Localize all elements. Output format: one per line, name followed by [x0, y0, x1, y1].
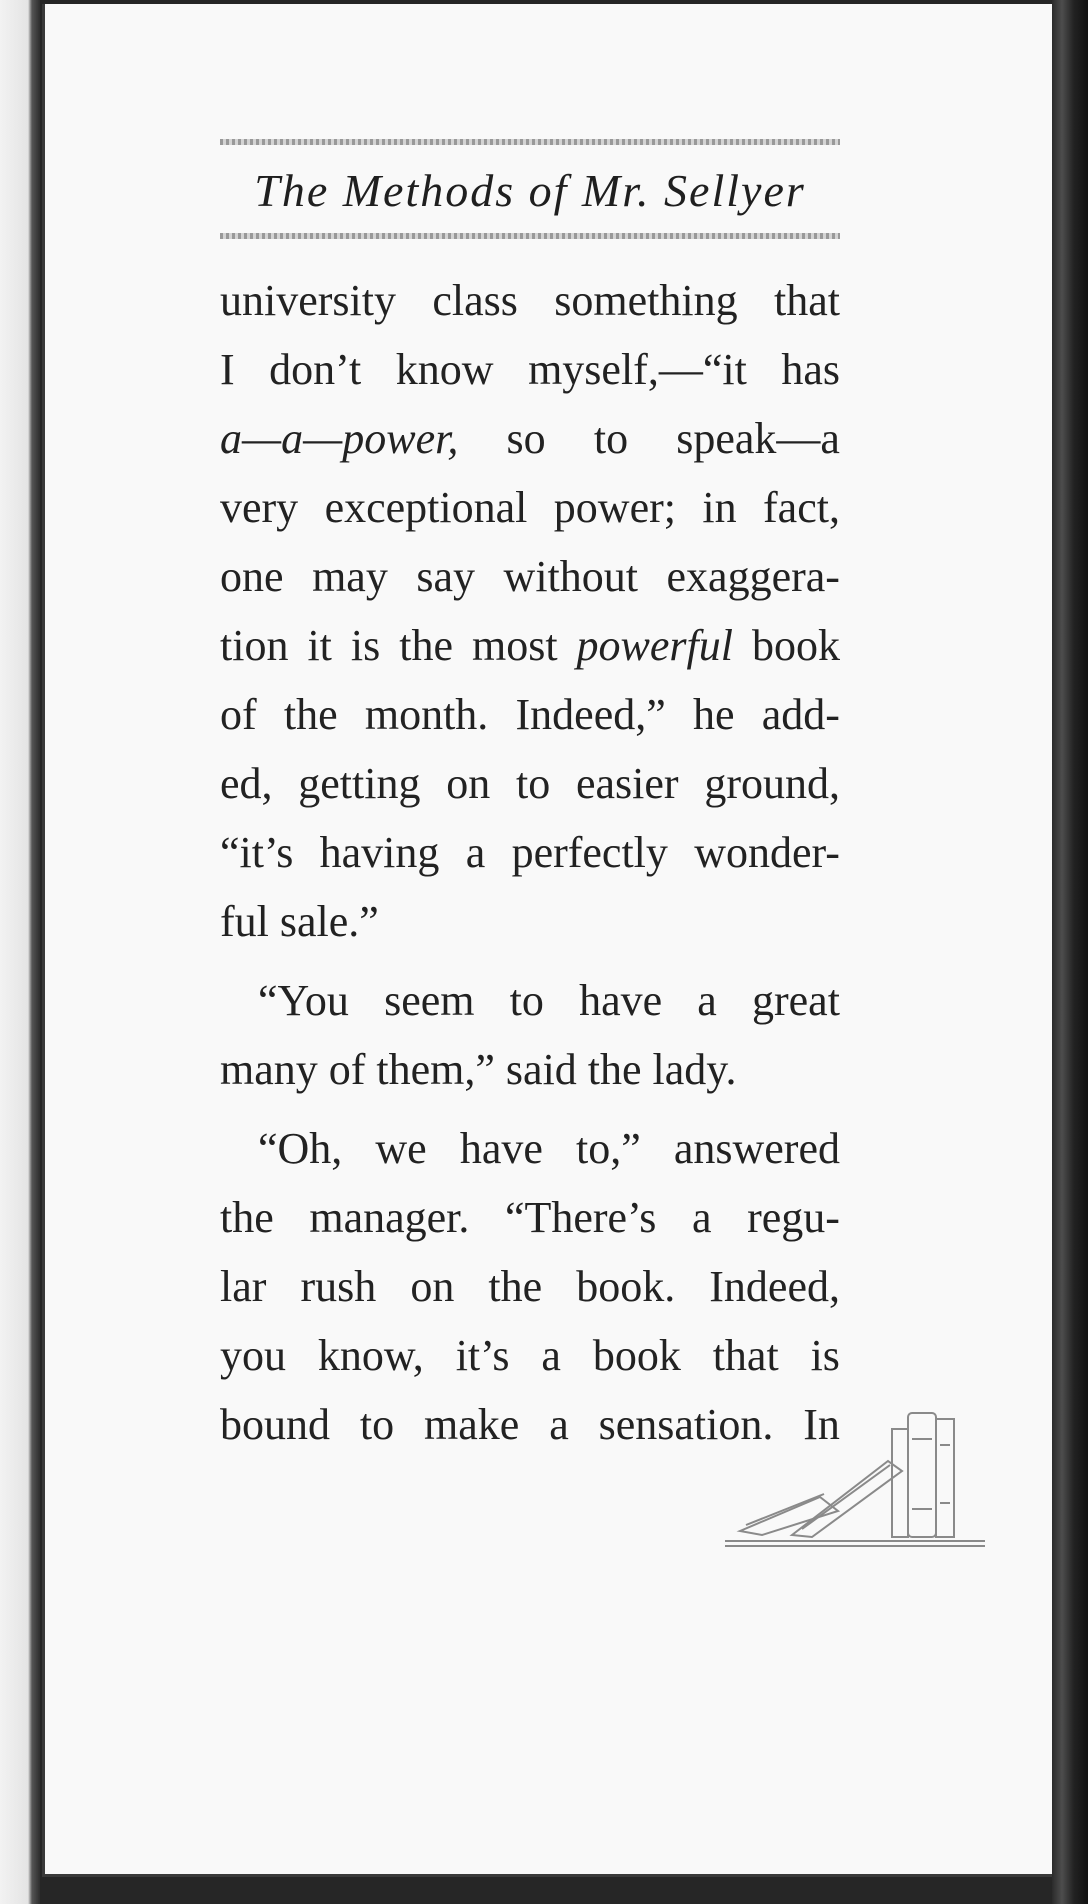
book-spine	[1052, 0, 1088, 1904]
text-line: lar rush on the book. Indeed,	[220, 1262, 840, 1311]
text-line: “it’s having a perfectly wonder-	[220, 828, 840, 877]
book-page	[42, 4, 1055, 1877]
text-line: of the month. Indeed,” he add-	[220, 690, 840, 739]
text-line: bound to make a sensation. In	[220, 1400, 840, 1449]
text-line: the manager. “There’s a regu-	[220, 1193, 840, 1242]
header-rule-bottom	[220, 233, 840, 239]
text-line: I don’t know myself,—“it has	[220, 345, 840, 394]
paragraph-start-line: “Oh, we have to,” answered	[258, 1124, 840, 1173]
text-line: university class something that	[220, 276, 840, 325]
running-title: The Methods of Mr. Sellyer	[254, 165, 806, 216]
facing-page-edge	[0, 0, 40, 1904]
body-text	[220, 266, 840, 1459]
text-line: ful sale.”	[220, 897, 379, 946]
paragraph-start-line: “You seem to have a great	[258, 976, 840, 1025]
header-rule-top	[220, 139, 840, 145]
text-line: very exceptional power; in fact,	[220, 483, 840, 532]
text-line: you know, it’s a book that is	[220, 1331, 840, 1380]
text-line: a—a—power, so to speak—a	[220, 414, 840, 463]
text-line: many of them,” said the lady.	[220, 1045, 737, 1094]
text-line: one may say without exaggera-	[220, 552, 840, 601]
books-on-shelf-icon	[720, 1399, 995, 1549]
text-line: ed, getting on to easier ground,	[220, 759, 840, 808]
text-line: tion it is the most powerful book	[220, 621, 840, 670]
